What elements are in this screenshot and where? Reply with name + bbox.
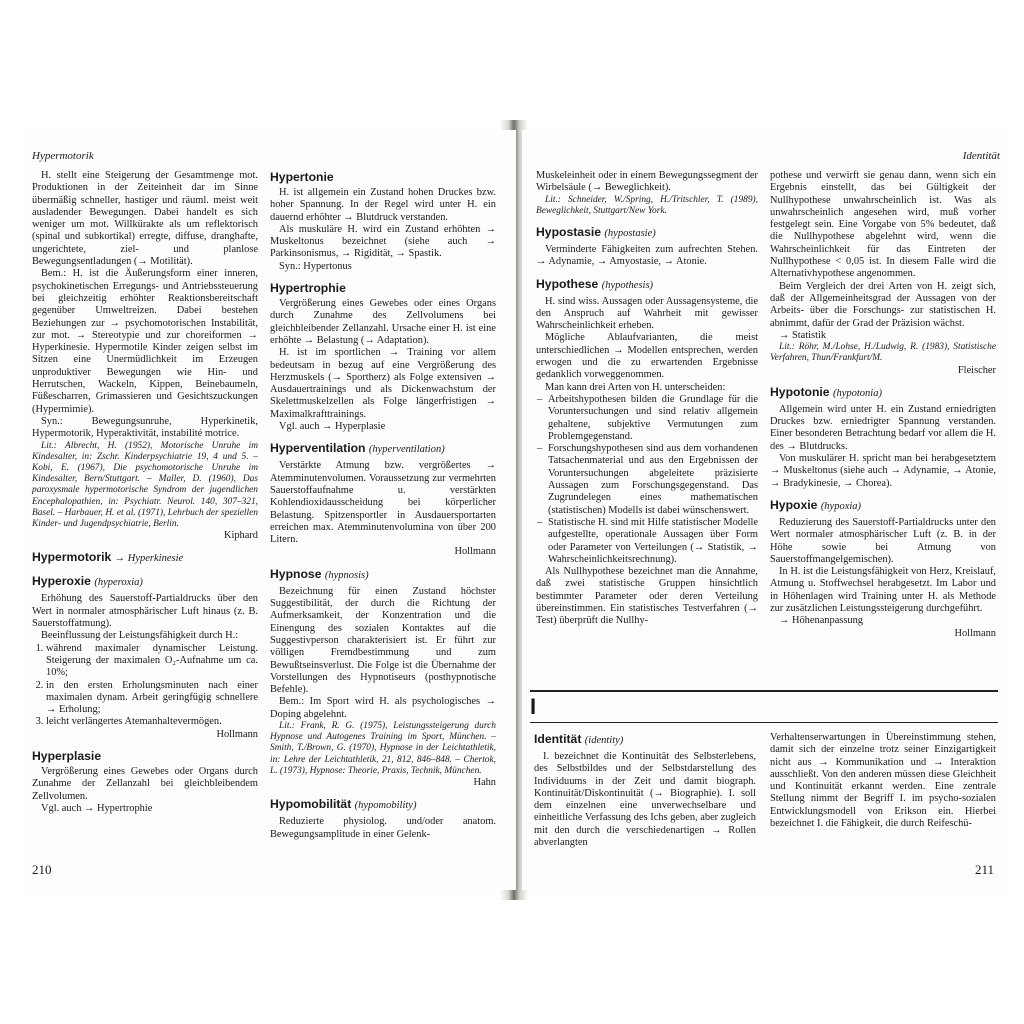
- section-letter-block: [530, 690, 998, 849]
- entry-text: In H. ist die Leistungsfähigkeit von Herz, Kreislauf, Atmung u. Stoffwechsel herabgesetzt. Im Labor und in Höhenlagen wird Training unter H. als Methode zur zusätzlichen Leistungssteigerung durchgeführt.: [770, 566, 996, 615]
- entry-text: Beeinflussung der Leistungsfähigkeit durch H.:: [41, 630, 239, 642]
- list-item: 1. während maximaler dynamischer Leistung. Steigerung der maximalen O₂-Aufnahme um ca. 10%;: [46, 643, 258, 680]
- entry-text: → Höhenanpassung: [779, 615, 863, 627]
- list-item: – Statistische H. sind mit Hilfe statistischer Modelle aufgestellte, operationale Aussagen über Form oder Parameter von Verteilungen (→ Statistik, → Wahrscheinlichkeitsrechnung).: [548, 517, 758, 566]
- entry-text: I. bezeichnet die Kontinuität des Selbsterlebens, des Selbstbildes und der Selbstdarstellung des Individuums in der Zeit und damit biograph. Kontinuität/Diskontinuität (→ Biographie). I. soll dem einzelnen eine unverwechselbare und einheitliche Verfassung des Ichs geben, aber zugleich mit den durch die verschiedenartigen → Rollen abverlangten: [534, 751, 756, 849]
- entry-text: Vgl. auch → Hypertrophie: [41, 802, 153, 814]
- english-term: (hypoxia): [820, 500, 862, 512]
- list-item: 2. in den ersten Erholungsminuten nach einer maximalen dynam. Arbeit geringfügig schnellere → Erholung;: [46, 680, 258, 717]
- entry-heading: [536, 277, 758, 293]
- entry-text: H. sind wiss. Aussagen oder Aussagensysteme, die den Anspruch auf Wahrheit mit gewisser Wahrscheinlichkeit erheben.: [536, 295, 758, 332]
- entry-text: Verminderte Fähigkeiten zum aufrechten Stehen. → Adynamie, → Amyostasie, → Atonie.: [536, 244, 758, 268]
- entry-heading: [32, 574, 258, 590]
- english-term: (hypotonia): [832, 387, 882, 399]
- literature: Lit.: Frank, R. G. (1975), Leistungssteigerung durch Hypnose und Autogenes Training im Sport, München. – Smith, T./Brown, G. (1970), Hypnose in der Leichtathletik, in: Lehre der Leichtathletik, 21, 812, 846–848. – Chertok, L. (1973), Hypnose: Theorie, Praxis, Technik, München.: [270, 720, 496, 776]
- entry-heading: Hypertrophie: [270, 281, 346, 296]
- left-column-1: [32, 170, 258, 815]
- heading-term: Hyperventilation: [270, 441, 366, 456]
- author: Hollmann: [954, 627, 996, 639]
- entry-heading: [270, 797, 496, 813]
- list-item: – Arbeitshypothesen bilden die Grundlage für die Voruntersuchungen und sind relativ allgemein gehaltene, subjektive Vermutungen zum Problemgegenstand.: [548, 394, 758, 443]
- running-head-left: Hypermotorik: [32, 150, 94, 162]
- author: Hollmann: [454, 546, 496, 558]
- author: Fleischer: [957, 364, 996, 376]
- right-column-2: [770, 170, 996, 640]
- literature: Lit.: Röhr, M./Lohse, H./Ludwig, R. (1983), Statistische Verfahren, Thun/Frankfurt/M.: [770, 342, 996, 364]
- literature: Lit.: Albrecht, H. (1952), Motorische Unruhe im Kindesalter, in: Zschr. Kinderpsychiatrie 19, 4 und 5. – Kobi, E. (1967), Die psychomotorische Unruhe im Kindesalter, Bern/Stuttgart. – Maller, D. (1960), Das paroxysmale hypermotorische Syndrom der jugendlichen Encephalopathien, in: Psychiatr. Neurol. 140, 307–321, Basel. – Harbauer, H. et al. (1971), Lehrbuch der speziellen Kinder- und Jugendpsychiatrie, Berlin.: [32, 440, 258, 529]
- heading-term: Hypotonie: [770, 384, 830, 399]
- entry-text: Beim Vergleich der drei Arten von H. zeigt sich, daß der Allgemeinheitsgrad der Aussagen von der Arbeits- über die Forschungs- zur statistischen H. abnimmt, dafür der Grad der Präzision wächst.: [770, 280, 996, 329]
- left-column-2: [270, 170, 496, 841]
- entry-remark: Bem.: Im Sport wird H. als psychologisches → Doping abgelehnt.: [270, 696, 496, 720]
- english-term: (identity): [584, 735, 624, 746]
- entry-text: Von muskulärer H. spricht man bei herabgesetztem → Muskeltonus (siehe auch → Adynamie, → Atonie, → Bradykinesie, → Chorea).: [770, 453, 996, 489]
- english-term: (hypomobility): [354, 800, 417, 812]
- entry-synonyms: Syn.: Bewegungsunruhe, Hyperkinetik, Hypermotorik, Hyperaktivität, instabilité motrice.: [32, 415, 258, 440]
- entry-text: Vgl. auch → Hyperplasie: [279, 421, 386, 433]
- entry-text: Muskeleinheit oder in einem Bewegungssegment der Wirbelsäule (→ Beweglichkeit).: [536, 170, 758, 194]
- heading-term: Hyperoxie: [32, 574, 91, 589]
- entry-text: Als muskuläre H. wird ein Zustand erhöhten → Muskeltonus bezeichnet (siehe auch → Parkinsonismus, → Rigidität, → Spastik.: [270, 223, 496, 260]
- entry-text: pothese und verwirft sie genau dann, wenn sich ein Ergebnis einstellt, das bei Gültigkeit der Nullhypothese unwahrscheinlich ist. Was als unwahrscheinlich angesehen wird, muß vorher festgelegt sein. Eine Vorgabe von 5% bedeutet, daß die Nullhypothese abgelehnt wird, wenn die Wahrscheinlichkeit für das Eintreten der Nullhypothese < 0,05 ist. In diesem Falle wird die Alternativhypothese angenommen.: [770, 170, 996, 280]
- dash-list: [536, 394, 758, 566]
- entry-remark: Bem.: H. ist die Äußerungsform einer inneren, psychokinetischen Erregungs- und Antriebssteuerung bei gleichzeitig erhöhter Reaktionsbereitschaft gegenüber Umweltreizen. Dabei bestehen Beziehungen zur → psychomotorischen Instabilität, zur mot. → Stereotypie und zur choreiformen → Hyperkinesie. Hypermotile Kinder zeigen selbst im Sitzen eine Unermüdlichkeit im Erzeugen unproduktiver Bewegungen wie Hin- und Herrutschen, Wackeln, Kippen, Beinebaumeln, Füßescharren, Grimassieren und Gesichtszuckungen (Hypermimie).: [32, 268, 258, 415]
- entry-text: Erhöhung des Sauerstoff-Partialdrucks über den Wert in normaler atmosphärischer Luft hinaus (z. B. Sauerstoffatmung).: [32, 593, 258, 630]
- entry-text: Man kann drei Arten von H. unterscheiden:: [545, 381, 726, 393]
- left-page: [22, 130, 516, 890]
- right-column-1: [536, 170, 758, 628]
- entry-heading: [536, 225, 758, 241]
- english-term: (hyperoxia): [94, 577, 143, 589]
- heading-term: Hypostasie: [536, 225, 602, 239]
- list-item: – Forschungshypothesen sind aus dem vorhandenen Tatsachenmaterial und aus den Ergebnissen der Voruntersuchungen abgeleitete präzisierte Aussagen zum Forschungsgegenstand. Das Zugrundelegen eines mathematischen (statistischen) Modells ist dabei wünschenswert.: [548, 443, 758, 517]
- entry-text: Allgemein wird unter H. ein Zustand erniedrigten Druckes bzw. erniedrigter Spannung verstanden. Einer besonderen Betrachtung bedarf vor allem die H. des → Blutdrucks.: [770, 403, 996, 452]
- entry-text: Vergrößerung eines Gewebes oder Organs durch Zunahme der Zellanzahl bei gleichbleibendem Zellvolumen.: [32, 766, 258, 802]
- right-page: [522, 130, 1008, 890]
- english-term: (hypothesis): [601, 279, 654, 291]
- entry-text: H. ist allgemein ein Zustand hohen Druckes bzw. hoher Spannung. In der Regel wird unter H. ein dauernd erhöhter → Blutdruck verstanden.: [270, 187, 496, 223]
- entry-text: Reduzierung des Sauerstoff-Partialdrucks unter den Wert normaler atmosphärischer Luft (z. B. in der Höhe sowie bei Atmung von Sauerstoffmangelgemischen).: [770, 516, 996, 565]
- running-head-right: Identität: [962, 150, 1000, 162]
- entry-text: Bezeichnung für einen Zustand höchster Suggestibilität, der durch die Richtung der Aufmerksamkeit, der Konzentration und die Einengung des sozialen Kontaktes auf die Suggestivperson charakterisiert ist. Er führt zur völligen Fremdbestimmung und zum Bewußtseinsverlust. Die Folge ist die Übernahme der Vorstellungen des Hypnotiseurs (posthypnotische Befehle).: [270, 585, 496, 696]
- entry-text: → Statistik: [779, 329, 827, 341]
- entry-heading: [32, 550, 258, 566]
- cross-reference: → Hyperkinesie: [114, 553, 184, 565]
- section-rule: [530, 722, 998, 723]
- entry-text: Reduzierte physiolog. und/oder anatom. Bewegungsamplitude in einer Gelenk-: [270, 816, 496, 840]
- entry-heading: [270, 567, 496, 583]
- entry-heading: Hyperplasie: [32, 749, 102, 764]
- entry-heading: Hypertonie: [270, 170, 334, 184]
- english-term: (hyperventilation): [368, 444, 445, 456]
- entry-heading: [770, 385, 996, 401]
- heading-term: Hypnose: [270, 566, 322, 581]
- entry-text: H. stellt eine Steigerung der Gesamtmenge mot. Produktionen in der Zeiteinheit dar im Sinne übermäßig schneller, hastiger und räuml. meist weit ausladender Bewegungen. Dabei handelt es sich weniger um mot. Willkürakte als um reflektorisch (spinal und subkortikal) erregte, diffuse, dranghafte, ungerichtete, ziel- und planlose Bewegungsentladungen (→ Motilität).: [32, 170, 258, 268]
- literature: Lit.: Schneider, W./Spring, H./Tritschler, T. (1989), Beweglichkeit, Stuttgart/New York.: [536, 194, 758, 216]
- entry-text: Verhaltenserwartungen in Übereinstimmung stehen, damit sich der einzelne trotz seiner Einzigartigkeit nicht aus → Kommunikation und → Interaktion ausschließt. Von den anderen müssen diese Gleichheit und Kontinuität erkannt werden. Eine zentrale Stellung nimmt der Begriff I. im psycho-sozialen Entwicklungsmodell von Erikson ein. Hierbei bezeichnet I. die Fähigkeit, die durch Reifeschü-: [770, 732, 996, 830]
- heading-term: Hypermotorik: [32, 550, 112, 565]
- author: Hollmann: [216, 728, 258, 740]
- entry-text: Vergrößerung eines Gewebes oder eines Organs durch Zunahme des Zellvolumens bei gleichbleibender Zellanzahl. Ursache einer H. ist eine erhöhte → Belastung (→ Adaptation).: [270, 298, 496, 346]
- numbered-list: [32, 643, 258, 729]
- list-item: 3. leicht verlängertes Atemanhaltevermögen.: [46, 716, 258, 728]
- entry-heading: [534, 732, 756, 748]
- entry-text: Verstärkte Atmung bzw. vergrößertes → Atemminutenvolumen. Voraussetzung zur vermehrten Sauerstoffaufnahme u. verstärkten Kohlendioxidausscheidung bei körperlicher Belastung. Spitzensportler in Ausdauersportarten erreichen max. Atemminutenvolumina von über 200 Litern.: [270, 460, 496, 546]
- section-letter: I: [530, 694, 537, 719]
- page-number-left: 210: [32, 862, 52, 877]
- english-term: (hypostasie): [604, 228, 656, 239]
- heading-term: Hypothese: [536, 276, 599, 291]
- english-term: (hypnosis): [324, 569, 369, 581]
- heading-term: Hypomobilität: [270, 797, 352, 812]
- heading-term: Identität: [534, 732, 582, 746]
- entry-synonyms: Syn.: Hypertonus: [279, 260, 352, 272]
- entry-heading: [270, 441, 496, 457]
- heading-term: Hypoxie: [770, 497, 818, 512]
- right-column-3: [534, 732, 756, 849]
- entry-heading: [770, 498, 996, 514]
- right-column-4: [770, 732, 996, 830]
- author: Hahn: [473, 777, 496, 788]
- page-number-right: 211: [974, 862, 994, 877]
- entry-text: Als Nullhypothese bezeichnet man die Annahme, daß zwei statistische Gruppen hinsichtlich bestimmter Parameter oder deren Verteilung übereinstimmen. Ein statistisches Testverfahren (→ Test) überprüft die Nullhy-: [536, 566, 758, 627]
- author: Kiphard: [223, 530, 258, 542]
- entry-text: Mögliche Ablaufvarianten, die meist unterschiedlichen → Modellen entsprechen, werden erwogen und die zu erwartenden Ergebnisse gedanklich vorweggenommen.: [536, 332, 758, 381]
- entry-text: H. ist im sportlichen → Training vor allem bedeutsam in bezug auf eine Vergrößerung des Herzmuskels (→ Sportherz) als Folge extensiven → Ausdauertrainings und als Dickenwachstum der Skelettmuskelzellen als Folge längerfristigen → Maximalkrafttrainings.: [270, 347, 496, 420]
